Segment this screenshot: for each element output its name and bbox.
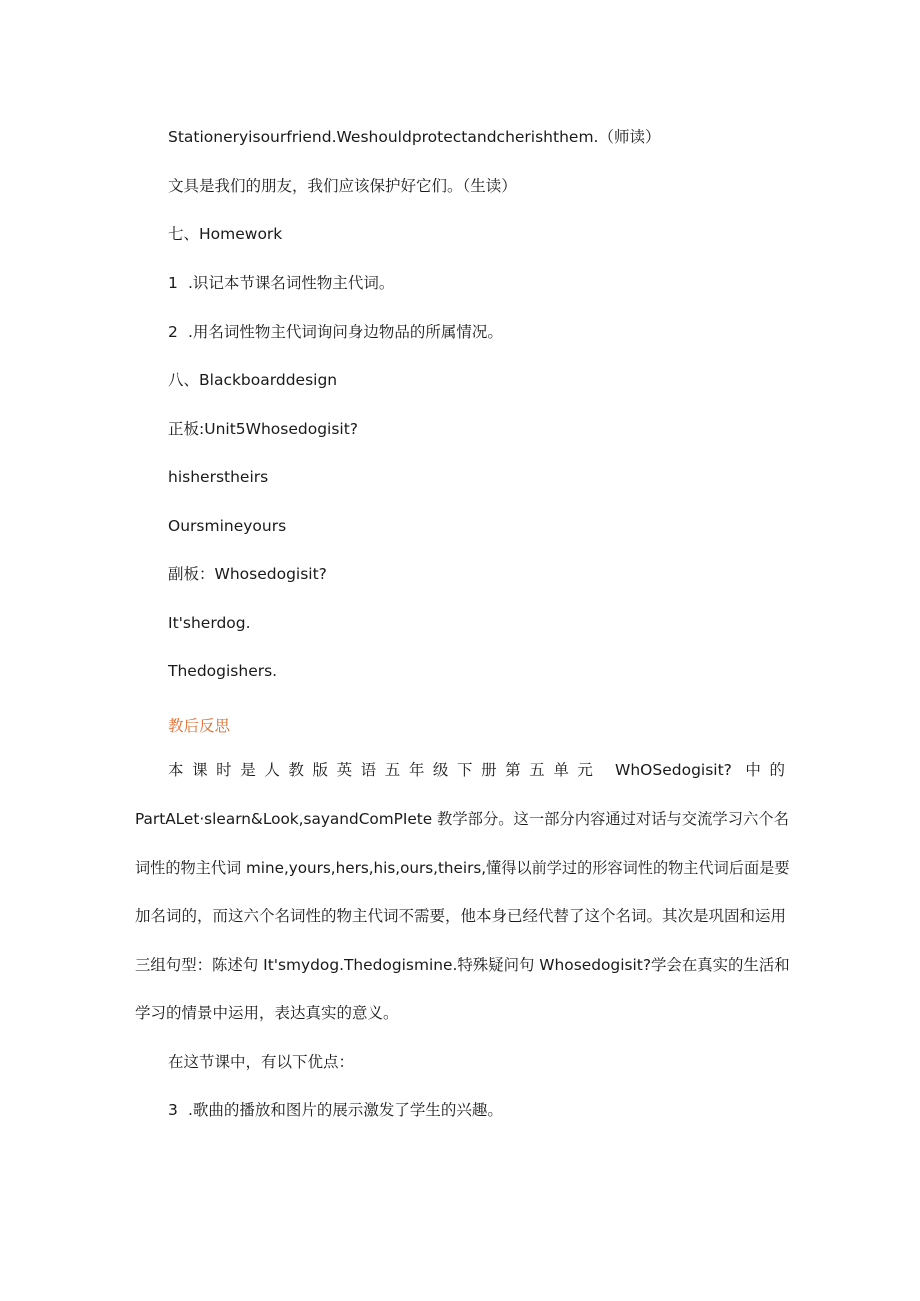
- homework-item-2: [168, 321, 503, 343]
- list-text: .歌曲的播放和图片的展示激发了学生的兴趣。: [188, 1101, 503, 1119]
- teacher-reading-line: Stationeryisourfriend.Weshouldprotectandcherishthem.（师读）: [168, 128, 661, 146]
- student-reading-line: 文具是我们的朋友，我们应该保护好它们。（生读）: [168, 177, 517, 195]
- homework-item-1: [168, 272, 394, 294]
- main-board-line-2: Oursmineyours: [168, 517, 287, 535]
- list-number: 1: [168, 274, 178, 292]
- advantages-intro: 在这节课中，有以下优点：: [168, 1053, 355, 1071]
- reflection-heading: 教后反思: [168, 717, 231, 735]
- reflection-paragraph-line-6: 学习的情景中运用，表达真实的意义。: [135, 1004, 399, 1022]
- reflection-paragraph-line-3: 词性的物主代词 mine,yours,hers,his,ours,theirs,懂得以前学过的形容词性的物主代词后面是要: [135, 859, 790, 877]
- reflection-paragraph-line-4: 加名词的，而这六个名词性的物主代词不需要，他本身已经代替了这个名词。其次是巩固和运用: [135, 907, 787, 925]
- reflection-paragraph-line-1: 本课时是人教版英语五年级下册第五单元 WhOSedogisit? 中的: [168, 761, 785, 779]
- reflection-paragraph-line-2: PartALet·slearn&Look,sayandComPIete 教学部分。这一部分内容通过对话与交流学习六个名: [135, 810, 789, 828]
- sub-board-title: 副板：Whosedogisit?: [168, 565, 327, 583]
- main-board-line-1: hisherstheirs: [168, 468, 269, 486]
- blackboard-design-heading: 八、Blackboarddesign: [168, 371, 338, 389]
- advantage-item-3: [168, 1099, 503, 1121]
- list-text: .识记本节课名词性物主代词。: [188, 274, 395, 292]
- sub-board-line-2: Thedogishers.: [168, 662, 278, 680]
- list-text: .用名词性物主代词询问身边物品的所属情况。: [188, 323, 503, 341]
- homework-heading: 七、Homework: [168, 225, 283, 243]
- list-number: 3: [168, 1101, 178, 1119]
- sub-board-line-1: It'sherdog.: [168, 614, 251, 632]
- reflection-paragraph-line-5: 三组句型：陈述句 It'smydog.Thedogismine.特殊疑问句 Whosedogisit?学会在真实的生活和: [135, 956, 790, 974]
- list-number: 2: [168, 323, 178, 341]
- main-board-title: 正板:Unit5Whosedogisit?: [168, 420, 359, 438]
